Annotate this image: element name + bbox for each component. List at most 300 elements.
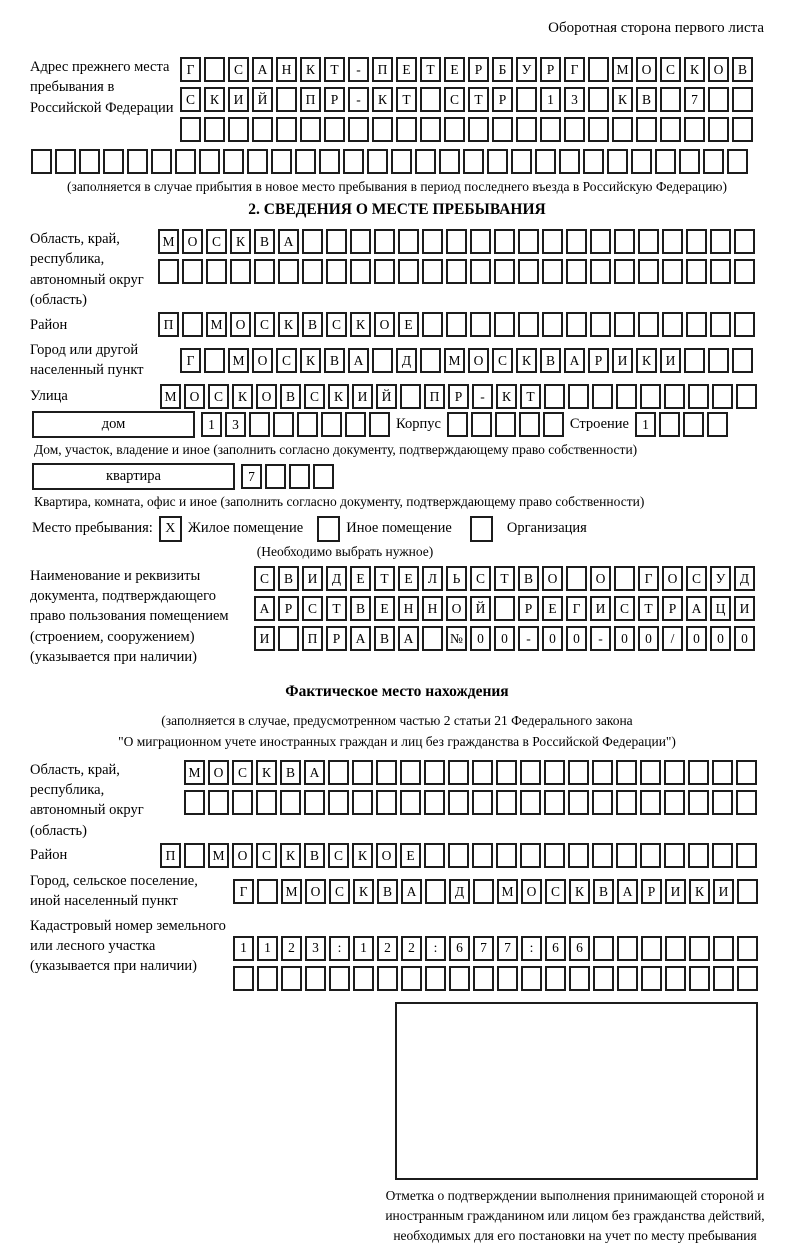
char-box: 0 <box>614 626 635 651</box>
char-box <box>592 790 613 815</box>
char-box <box>204 117 225 142</box>
region-row2 <box>158 259 755 284</box>
char-box <box>590 259 611 284</box>
char-box <box>422 229 443 254</box>
char-box <box>324 117 345 142</box>
field-house <box>32 411 764 438</box>
char-box <box>372 117 393 142</box>
char-box <box>328 760 349 785</box>
region-grid <box>158 229 755 289</box>
char-box: С <box>660 57 681 82</box>
char-box <box>713 936 734 961</box>
char-box <box>372 348 393 373</box>
char-box <box>588 57 609 82</box>
char-box <box>736 760 757 785</box>
char-box: С <box>326 312 347 337</box>
char-box: К <box>569 879 590 904</box>
char-box: - <box>590 626 611 651</box>
city-label: Город или другой населенный пункт <box>30 342 144 379</box>
char-box <box>280 790 301 815</box>
char-box: Т <box>468 87 489 112</box>
char-box <box>289 464 310 489</box>
char-box <box>232 790 253 815</box>
apartment-number-row <box>241 464 334 489</box>
char-box <box>377 966 398 991</box>
char-box: Е <box>398 566 419 591</box>
char-box <box>446 259 467 284</box>
char-box: Р <box>326 626 347 651</box>
char-box <box>614 229 635 254</box>
char-box <box>684 117 705 142</box>
char-box <box>352 760 373 785</box>
char-box <box>424 760 445 785</box>
char-box <box>276 87 297 112</box>
field-apartment <box>32 463 764 490</box>
char-box <box>566 259 587 284</box>
char-box: 3 <box>225 412 246 437</box>
char-box <box>655 149 676 174</box>
house-note: Дом, участок, владение и иное (заполнить согласно документу, подтверждающему право собственности) <box>34 441 638 457</box>
char-box <box>276 117 297 142</box>
char-box: В <box>377 879 398 904</box>
char-box <box>420 87 441 112</box>
char-box: В <box>636 87 657 112</box>
char-box: К <box>516 348 537 373</box>
char-box <box>329 966 350 991</box>
char-box <box>182 259 203 284</box>
char-box <box>233 966 254 991</box>
char-box: В <box>593 879 614 904</box>
char-box: 6 <box>449 936 470 961</box>
char-box <box>736 843 757 868</box>
char-box <box>448 790 469 815</box>
apartment-box-label: квартира <box>32 463 235 490</box>
char-box: Л <box>422 566 443 591</box>
char-box: С <box>208 384 229 409</box>
char-box <box>350 259 371 284</box>
char-box <box>496 760 517 785</box>
char-box <box>471 412 492 437</box>
char-box <box>304 790 325 815</box>
char-box: У <box>710 566 731 591</box>
char-box: С <box>545 879 566 904</box>
char-box: Д <box>734 566 755 591</box>
char-box: Й <box>252 87 273 112</box>
char-box: Б <box>492 57 513 82</box>
fact-city-row <box>233 879 758 904</box>
char-box <box>641 936 662 961</box>
checkbox-organization <box>470 516 493 542</box>
char-box: М <box>206 312 227 337</box>
char-box: 0 <box>686 626 707 651</box>
char-box <box>568 843 589 868</box>
char-box <box>345 412 366 437</box>
char-box <box>281 966 302 991</box>
char-box <box>497 966 518 991</box>
char-box: В <box>280 760 301 785</box>
char-box <box>734 259 755 284</box>
char-box: С <box>614 596 635 621</box>
char-box: Ь <box>446 566 467 591</box>
fact-region-grid <box>184 760 757 820</box>
char-box <box>732 87 753 112</box>
char-box <box>732 117 753 142</box>
char-box <box>520 790 541 815</box>
char-box <box>257 966 278 991</box>
char-box: И <box>612 348 633 373</box>
option-other-premises-label: Иное помещение <box>346 520 452 537</box>
char-box <box>447 412 468 437</box>
char-box <box>302 259 323 284</box>
char-box: И <box>713 879 734 904</box>
char-box: 6 <box>545 936 566 961</box>
char-box: В <box>304 843 325 868</box>
char-box <box>473 879 494 904</box>
char-box: Е <box>444 57 465 82</box>
char-box: : <box>521 936 542 961</box>
char-box <box>592 843 613 868</box>
document-row2 <box>254 596 755 621</box>
char-box <box>278 626 299 651</box>
char-box: П <box>302 626 323 651</box>
char-box: К <box>612 87 633 112</box>
char-box <box>566 229 587 254</box>
char-box <box>592 384 613 409</box>
char-box: Д <box>326 566 347 591</box>
char-box <box>495 412 516 437</box>
char-box: В <box>518 566 539 591</box>
char-box <box>494 312 515 337</box>
char-box <box>708 87 729 112</box>
char-box: 1 <box>233 936 254 961</box>
char-box <box>660 87 681 112</box>
char-box <box>473 966 494 991</box>
char-box <box>703 149 724 174</box>
char-box <box>79 149 100 174</box>
char-box: В <box>280 384 301 409</box>
char-box <box>424 790 445 815</box>
char-box: 7 <box>241 464 262 489</box>
char-box <box>151 149 172 174</box>
field-region <box>30 229 764 310</box>
char-box: К <box>256 760 277 785</box>
char-box: М <box>444 348 465 373</box>
char-box: С <box>492 348 513 373</box>
char-box <box>640 843 661 868</box>
char-box: И <box>665 879 686 904</box>
char-box: В <box>254 229 275 254</box>
char-box: М <box>228 348 249 373</box>
char-box: Ц <box>710 596 731 621</box>
char-box <box>271 149 292 174</box>
char-box: Р <box>518 596 539 621</box>
char-box <box>492 117 513 142</box>
street-row <box>160 384 757 409</box>
region-label: Область, край, республика, автономный округ (область) <box>30 231 144 308</box>
char-box <box>420 117 441 142</box>
char-box <box>640 760 661 785</box>
page-side-title: Оборотная сторона первого листа <box>548 20 764 36</box>
char-box: Е <box>396 57 417 82</box>
char-box <box>182 312 203 337</box>
char-box <box>713 966 734 991</box>
char-box: Н <box>276 57 297 82</box>
char-box <box>688 790 709 815</box>
char-box <box>732 348 753 373</box>
cadastre-label: Кадастровый номер земельного или лесного участка (указывается при наличии) <box>30 917 226 975</box>
char-box <box>223 149 244 174</box>
char-box: 1 <box>635 412 656 437</box>
char-box: К <box>300 348 321 373</box>
char-box: Р <box>492 87 513 112</box>
char-box <box>688 384 709 409</box>
char-box: М <box>612 57 633 82</box>
char-box <box>544 384 565 409</box>
char-box <box>640 790 661 815</box>
char-box: С <box>232 760 253 785</box>
city-row <box>180 348 753 373</box>
char-box: О <box>708 57 729 82</box>
char-box: 0 <box>734 626 755 651</box>
char-box: С <box>444 87 465 112</box>
char-box <box>640 384 661 409</box>
char-box <box>712 790 733 815</box>
char-box <box>425 879 446 904</box>
char-box <box>55 149 76 174</box>
option-organization-label: Организация <box>506 520 587 537</box>
region-row1 <box>158 229 755 254</box>
char-box <box>350 229 371 254</box>
char-box: 7 <box>473 936 494 961</box>
char-box: 1 <box>540 87 561 112</box>
char-box <box>684 348 705 373</box>
char-box <box>343 149 364 174</box>
char-box <box>544 843 565 868</box>
char-box <box>516 117 537 142</box>
char-box <box>319 149 340 174</box>
field-city <box>30 340 764 381</box>
char-box <box>516 87 537 112</box>
char-box: В <box>732 57 753 82</box>
char-box: Т <box>420 57 441 82</box>
char-box <box>257 879 278 904</box>
actual-location-title: Фактическое место нахождения <box>285 683 509 701</box>
previous-address-row4 <box>31 149 764 174</box>
char-box <box>352 790 373 815</box>
char-box <box>688 843 709 868</box>
fact-region-row1 <box>184 760 757 785</box>
char-box <box>127 149 148 174</box>
char-box: О <box>374 312 395 337</box>
char-box: 0 <box>470 626 491 651</box>
char-box <box>689 936 710 961</box>
char-box <box>158 259 179 284</box>
char-box: О <box>305 879 326 904</box>
char-box: Е <box>374 596 395 621</box>
char-box <box>616 790 637 815</box>
char-box <box>374 229 395 254</box>
char-box: В <box>302 312 323 337</box>
char-box <box>564 117 585 142</box>
char-box: Т <box>396 87 417 112</box>
char-box <box>592 760 613 785</box>
char-box: С <box>180 87 201 112</box>
char-box: Е <box>350 566 371 591</box>
char-box: В <box>374 626 395 651</box>
char-box: Р <box>468 57 489 82</box>
field-fact-city <box>30 871 764 912</box>
char-box <box>494 229 515 254</box>
char-box <box>273 412 294 437</box>
char-box <box>689 966 710 991</box>
char-box <box>614 566 635 591</box>
char-box <box>616 843 637 868</box>
char-box <box>208 790 229 815</box>
char-box <box>247 149 268 174</box>
field-cadastre <box>30 916 764 996</box>
char-box <box>590 229 611 254</box>
stroenie-row <box>635 412 728 437</box>
char-box <box>367 149 388 174</box>
char-box: К <box>280 843 301 868</box>
char-box <box>542 229 563 254</box>
actual-location-note-line1: (заполняется в случае, предусмотренном частью 2 статьи 21 Федерального закона <box>161 713 633 729</box>
char-box <box>616 760 637 785</box>
cadastre-row1 <box>233 936 758 961</box>
char-box: О <box>208 760 229 785</box>
char-box <box>662 229 683 254</box>
previous-address-row2 <box>180 87 753 112</box>
char-box <box>448 843 469 868</box>
char-box: Т <box>520 384 541 409</box>
char-box <box>444 117 465 142</box>
char-box: К <box>300 57 321 82</box>
char-box <box>230 259 251 284</box>
char-box <box>590 312 611 337</box>
char-box <box>636 117 657 142</box>
char-box <box>470 312 491 337</box>
char-box: С <box>304 384 325 409</box>
char-box <box>583 149 604 174</box>
char-box: М <box>281 879 302 904</box>
char-box: 3 <box>564 87 585 112</box>
char-box: О <box>468 348 489 373</box>
char-box: Р <box>588 348 609 373</box>
char-box <box>305 966 326 991</box>
char-box: В <box>540 348 561 373</box>
char-box: К <box>328 384 349 409</box>
char-box <box>228 117 249 142</box>
char-box <box>249 412 270 437</box>
char-box: 7 <box>684 87 705 112</box>
char-box <box>326 229 347 254</box>
char-box <box>708 117 729 142</box>
char-box: К <box>352 843 373 868</box>
char-box: С <box>328 843 349 868</box>
char-box <box>353 966 374 991</box>
char-box <box>737 879 758 904</box>
char-box <box>638 229 659 254</box>
char-box <box>494 596 515 621</box>
char-box: № <box>446 626 467 651</box>
char-box: Р <box>278 596 299 621</box>
char-box: Г <box>638 566 659 591</box>
char-box <box>727 149 748 174</box>
char-box <box>300 117 321 142</box>
char-box <box>664 384 685 409</box>
char-box: 1 <box>257 936 278 961</box>
char-box <box>448 760 469 785</box>
char-box: Т <box>324 57 345 82</box>
char-box <box>660 117 681 142</box>
char-box <box>103 149 124 174</box>
char-box: 3 <box>305 936 326 961</box>
char-box <box>204 57 225 82</box>
char-box: П <box>160 843 181 868</box>
char-box: И <box>254 626 275 651</box>
char-box: : <box>329 936 350 961</box>
char-box <box>737 966 758 991</box>
char-box: А <box>304 760 325 785</box>
char-box <box>472 790 493 815</box>
char-box <box>348 117 369 142</box>
char-box <box>400 760 421 785</box>
char-box: К <box>372 87 393 112</box>
char-box: С <box>254 566 275 591</box>
char-box: Р <box>641 879 662 904</box>
char-box <box>295 149 316 174</box>
char-box <box>540 117 561 142</box>
char-box: К <box>496 384 517 409</box>
fact-city-label: Город, сельское поселение, иной населенный пункт <box>30 872 198 910</box>
char-box <box>659 412 680 437</box>
char-box <box>278 259 299 284</box>
char-box <box>544 760 565 785</box>
char-box: Р <box>448 384 469 409</box>
char-box <box>688 760 709 785</box>
option-residential-label: Жилое помещение <box>187 520 304 537</box>
char-box <box>254 259 275 284</box>
field-fact-region <box>30 760 764 841</box>
char-box: Р <box>540 57 561 82</box>
char-box: 2 <box>281 936 302 961</box>
char-box <box>400 384 421 409</box>
char-box <box>376 790 397 815</box>
field-fact-district <box>30 843 764 868</box>
previous-address-row3 <box>180 117 753 142</box>
char-box <box>736 384 757 409</box>
char-box <box>256 790 277 815</box>
char-box: О <box>232 843 253 868</box>
stay-type-label: Место пребывания: <box>32 520 153 537</box>
stay-type-note: (Необходимо выбрать нужное) <box>256 543 434 559</box>
char-box <box>206 259 227 284</box>
char-box <box>664 790 685 815</box>
char-box: А <box>254 596 275 621</box>
house-box-label: дом <box>32 411 195 438</box>
char-box: Е <box>400 843 421 868</box>
char-box: 0 <box>638 626 659 651</box>
char-box: У <box>516 57 537 82</box>
fact-region-row2 <box>184 790 757 815</box>
char-box: - <box>348 57 369 82</box>
char-box <box>686 312 707 337</box>
char-box: С <box>329 879 350 904</box>
char-box <box>708 348 729 373</box>
char-box: 1 <box>353 936 374 961</box>
char-box: П <box>372 57 393 82</box>
char-box: Т <box>494 566 515 591</box>
